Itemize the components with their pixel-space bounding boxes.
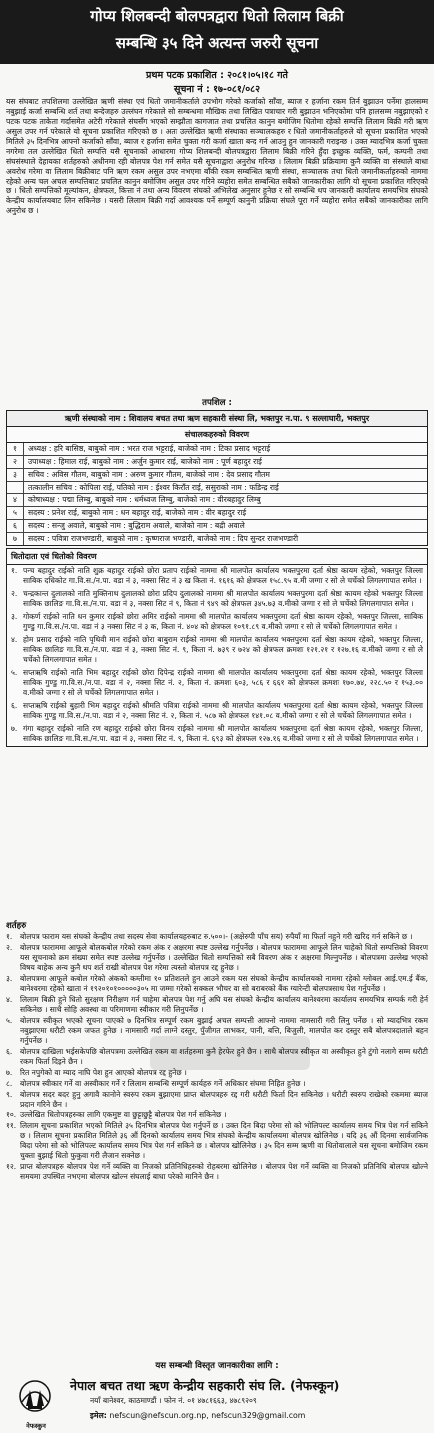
notice-number: सूचना नं : १७-०८१/०८२ [173,84,261,95]
term-number: ५. [6,1015,13,1025]
property-item [7,667,427,700]
intro-part-1: यस संघबाट तपशिलमा उल्लेखित ऋणी संस्था एवं धितो जमानीकर्ताले उपभोग गरेको कर्जाको साँवा, ब्याज र हर्जाना रकम तिर्न बुझाउन पर्नेमा हालसम्म नबुझाई कर्जा सम्बन्धि शर्त तथा बन्देजहरु उल्लंघन गरेकाले सो सम्बन्धमा मौखिक तथा लिखित पत्राचार गरी बुझाउन भनिएकोमा पनि हालसम्म नबुझाएको र पटक पटक ताकेता गर्दासमेत अटेरी गरेकाले संघसँग भएको सम्झौता कागजात तथा प्रचलित कानुन बमोजिम धितोमा रहेको सम्पत्ति लिलाम बिक्री गरी ऋण असुल उपर गर्न परेकाले यो सूचना प्रकाशित गरिएको छ । [6,97,428,136]
term-item [6,943,428,973]
email-link[interactable]: nefscun@nefscun.org.np, nefscun329@gmail.com [109,1411,306,1420]
properties-heading: धितोदाता एवं धितोको विवरण [7,549,427,565]
footer [0,1374,434,1433]
officer-details: तत्कालीन सचिव : कोपिला राई, पतिको नाम : ईश्वर किराँत राई, ससुराको नाम : फडिन्द्र राई [28,482,279,492]
officer-row [7,533,427,545]
officer-number: २ [7,456,24,468]
officer-details: उपाध्यक्ष : हिमाल राई, बाबुको नाम : अर्जुन कुमार राई, बाजेको नाम : पूर्ण बहादुर राई [28,456,262,466]
term-item [6,1110,428,1120]
notice-title-line1: गोप्य शिलबन्दी बोलपत्रद्वारा धितो लिलाम बिक्री [90,7,344,25]
officer-row [7,520,427,533]
property-details: सप्तऋषि राईको बुहारी भिम बहादुर राईको श्रीमति पवित्रा राईको नाममा श्री मालपोत कार्यालय भक्तपुरमा दर्ता श्रेष्ठा कायम रहेको, भक्तपुर जिल्ला साबिक गुण्डु गा.वि.स./न.पा. वडा नं २, नक्सा सिट नं. २, किता नं. ५८७ को क्षेत्रफल १४१.०८ व.मीको जग्गा र सो ले चर्चेको लिगलगापात समेत । [23,700,423,720]
contact-label: यस सम्बन्धी विस्तृत जानकारीका लागि : [155,1361,279,1371]
property-number: ६. [11,700,18,710]
logo-caption: नेफस्कुन [26,1422,46,1430]
officer-details: सदस्य : सन्जु अवाले, बाबुको नाम : बुद्धिराम अवाले, बाजेको नाम : बद्री अवाले [28,521,245,531]
property-number: ५. [11,667,18,677]
term-number: ८. [6,1078,13,1088]
officer-row [7,494,427,507]
intro-paragraph [6,97,428,216]
property-details: चन्द्रकान्त दुलालको नाति मुक्तिनाथ दुलालको छोरा प्रदिप दुलालको नाममा श्री मालपोत कार्यालय भक्तपुरमा दर्ता श्रेष्ठा कायम रहेको भक्तपुर जिल्ला साबिक छालिङ गा.वि.स./न.पा. वडा नं ३, नक्सा सिट नं ९, किता नं ९४९ को क्षेत्रफल ३४५.७३ व.मीको जग्गा र सो ले चर्चेको लिगलगापात समेत । [23,588,423,608]
term-number: १०. [6,1110,17,1120]
officer-details: सदस्य : प्रनेश राई, बाबुको नाम : धन बहादुर राई, बाजेको नाम : वीर बहादुर राई [28,508,247,518]
notice-title-line2: सम्बन्धि ३५ दिने अत्यन्त जरुरी सूचना [115,34,319,52]
officer-number: ५ [7,507,24,519]
term-number: ९. [6,1089,13,1099]
officer-details: सदस्य : पवित्रा राजभण्डारी, बाबुको नाम : कृष्णराज भण्डारी, बाजेको नाम : दिप सुन्दर राजभण्डारी [28,534,299,544]
officer-row [7,482,427,495]
term-item [6,932,428,942]
term-text: लिलाम सूचना प्रकाशित भएको मितिले ३५ दिनभित्र बोलपत्र पेश गर्नुपर्ने छ । उक्त दिन बिदा परेमा सो को भोलिपल्ट कार्यालय समय भित्र पेश गर्न सकिने छ । लिलाम सूचना प्रकाशित मितिले ३६ औं दिनको कार्यालय समय भित्र संघको केन्द्रीय कार्यालयमा बोलपत्र खोलिनेछ । यदि ३६ औं दिनमा सार्वजनिक बिदा परेमा सो को भोलिपल्ट कार्यालय समय भित्र पेश गर्न सकिने छ । बोलपत्र खोलिनेछ । ३५ दिन सम्म ऋणी वा धितोवालाले यस सूचना बमोजिम रकम चुक्ता बुझाई धितो फुकुवा गरी लैजान सक्नेछ । [20,1121,428,1161]
officers-list [7,443,427,545]
term-text: रित नपुगेको वा म्याद नाघि पेश हुन आएको बोलपत्र रद्द हुनेछ । [20,1067,187,1077]
term-number: २. [6,942,13,952]
officer-row [7,507,427,520]
term-item [6,1079,428,1089]
term-text: बोलपत्र दाखिला भईसकेपछि बोलपत्रमा उल्लेखित रकम वा शर्तहरुमा कुनै हेरफेर हुने छैन । साथै बोलपत्र स्वीकृत वा अस्वीकृत हुने टुंगो नलागे सम्म धरौटी रकम फिर्ता दिइने छैन । [20,1046,428,1066]
officer-number: १ [7,443,24,455]
property-details: पन्च बहादुर राईको नाति शुक्र बहादुर राईको छोरा प्रताप राईको नाममा श्री मालपोत कार्यालय भक्तपुरमा दर्ता श्रेष्ठा कायम रहेको, भक्तपुर जिल्ला साबिक दधिकोट गा.वि.स./न.पा. वडा नं ३, नक्सा सिट नं ३ ख किता नं. १६१६ को क्षेत्रफल १५८.९५ व.मी जग्गा र सो ले चर्चेको लिगलगापात समेत । [23,566,423,585]
officer-details: कोषाध्यक्ष : पद्मा लिम्बु, बाबुको नाम : धर्मध्वज लिम्बु, बाजेको नाम : वीरबहादुर लिम्बु [28,495,261,505]
properties-list [7,565,427,746]
officer-number: ४ [7,494,24,506]
intro-part-3: लिलाम बिक्री प्रक्रियामा कुनै व्यक्ति वा संस्थाले बाधा अवरोध गरेमा वा लिलाम बिक्रीबाट पनि ऋण रकम असुल उपर नभएमा बाँकी रकम सम्बन्धित ऋणी संस्था, सञ्चालक तथा धितो जमानीकर्ताहरुको नाममा रहेको अन्य चल अचल सम्पत्तिबाट प्रचलित कानुन बमोजिम असुल उपर गरिने व्यहोरा समेत सम्बन्धित सबैको जानकारीका लागि यो सूचना प्रकाशित गरिएको छ । धितो सम्पत्तिको मूल्यांकन, क्षेत्रफल, कित्ता नं तथा अन्य विवरण संघको अभिलेख अनुसार हुनेछ र सो सम्बन्धि थप जानकारी कार्यालय समयभित्र संघको केन्द्रीय कार्यालयबाट लिन सकिनेछ । यसरी लिलाम बिक्री गर्दा आवश्यक पर्ने सम्पूर्ण कानुनी प्रक्रिया संघले पूरा गर्ने व्यहोरा समेत सबैको जानकारीका लागि अनुरोध छ । [6,156,428,216]
property-details: होम प्रसाद राईको नाति पृथिवी मान राईको छोरा बाबुराम राईको नाममा श्री मालपोत कार्यालय भक्तपुरमा दर्ता श्रेष्ठा कायम रहेको, भक्तपुर जिल्ला, साबिक छालिङ गा.वि.स./न.पा. वडा नं ३, नक्सा सिट नं. ९, किता नं. ७३९ र ७२४ को क्षेत्रफल क्रमशः १२१.२१ र १२७.१६ व.मीको जग्गा र सो ले चर्चेको लिगलगापात समेत । [23,634,423,664]
intro-part-2: अतः उल्लेखित ऋणी संस्थाका सञ्चालकहरु र धितो जमानीकर्ताहरुले यो सूचना प्रकाशित भएको मितिले ३५ दिनभित्र आफ्नो कर्जाको साँवा, ब्याज र हर्जाना समेत चुक्ता गरी कर्जा खाता बन्द गर्न आउनु हुन जानकारी गराइन्छ । उक्त म्यादभित्र कर्जा चुक्ता नगरेमा तल उल्लेखित धितो सम्पत्ति यसै सूचनाको आधारमा गोप्य शिलबन्दी बोलपत्रद्वारा लिलाम बिक्री गरिने हुँदा इच्छुक व्यक्ति, फर्म, कम्पनी तथा संघसंस्थाले देहायका शर्तहरुको अधीनमा रही बोलपत्र पेश गर्न समेत यसै सूचनाद्वारा अनुरोध गरिन्छ । [6,126,428,166]
email-label: इमेल: [90,1411,107,1420]
property-details: सप्तऋषि राईको नाति भिम बहादुर राईको छोरा दिपेन्द्र राईको नाममा श्री मालपोत कार्यालय भक्तपुरमा दर्ता श्रेष्ठा कायम रहेको, भक्तपुर जिल्ला साबिक गुण्डु गा.वि.स./न.पा. वडा नं २, नक्सा सिट नं. २, किता नं. क्रमशः ६०३, ५८६ र ६६१ को क्षेत्रफल क्रमशः १७०.७४, २२८.५० र १५३.०० व.मीको जग्गा र सो ले चर्चेको लिगलगापात समेत । [23,667,423,697]
property-details: गंगा बहादुर राईको नाति रण बहादुर राईको छोरा विनय राईको नाममा श्री मालपोत कार्यालय भक्तपुरमा दर्ता श्रेष्ठा कायम रहेको, भक्तपुर जिल्ला, साबिक छालिङ गा.वि.स./न.पा. वडा नं ३, नक्सा सिट नं. ९, किता नं. ६९३ को क्षेत्रफल १२७.१६ व.मीको जग्गा र सो ले चर्चेको लिगलगापात समेत । [23,723,423,743]
term-number: ३. [6,973,13,983]
term-text: उल्लेखित धितोपत्रहरुका लागि एकमुष्ट वा छुट्टाछुट्टै बोलपत्र पेश गर्न सकिनेछ । [20,1110,227,1120]
term-text: बोलपत्र फाराम यस संघको केन्द्रीय तथा सदस्य सेवा कार्यालयहरुबाट रु.५००।- (अक्षेरुपी पाँच सय) रुपैयाँ मा फिर्ता नहुने गरी खरिद गर्न सकिने छ । [20,932,413,941]
publish-date: प्रथम पटक प्रकाशित : २०८१।०५।१८ गते [146,70,288,81]
officers-heading: संचालकहरुको विवरण [7,427,427,443]
term-text: बोलपत्र फाराममा आफूले बोलकबोल गरेको रकम अंक र अक्षरमा स्पष्ट उल्लेख गर्नुपर्नेछ । बोलपत्र फाराममा आफूले लिन चाहेको धितो सम्पत्तिको विवरण यस सूचनाको क्रम संख्या समेत स्पष्ट उल्लेख गर्नुपर्नेछ । उल्लेखित धितो सम्पत्तिको सबै विवरण अंक र अक्षरमा मिल्नुपर्नेछ । बोलपत्रमा उल्लेख भएको विषय बाहेक अन्य कुनै थप शर्त राखी बोलपत्र पेश गरेमा त्यस्तो बोलपत्र रद्द हुनेछ । [20,942,428,972]
term-item [6,1016,428,1046]
terms-list [6,932,428,1182]
property-item [7,723,427,746]
property-item [7,565,427,588]
org-address: नयाँ बानेश्वर, काठमाण्डौं । फोन नं. ०१ ४७८१६६३, ४७८९२०९ [90,1396,257,1405]
term-number: ७. [6,1067,13,1077]
term-item [6,1068,428,1078]
term-text: बोलपत्र सदर बदर हुनु अगावै कानोने स्वरुप रकम बुझाएमा प्राप्त बोलपत्रहरु रद्द गरी धरौटी फिर्ता दिन सकिनेछ । धरौटी स्वरुप राखेको रकममा ब्याज प्रदान गरिने छैन । [20,1089,428,1109]
title-banner [0,0,434,64]
property-item [7,588,427,611]
term-item [6,974,428,994]
property-number: १. [11,566,18,575]
officer-number [7,482,24,494]
term-number: ६. [6,1046,13,1056]
term-text: प्राप्त बोलपत्रहरु बोलपत्र पेश गर्ने व्यक्ति वा निजको प्रतिनिधिहरुको रोहबरमा खोलिनेछ । बोलपत्र पेश गर्ने व्यक्ति वा निजको प्रतिनिधि बोलपत्र खोल्ने समयमा उपस्थित नभएमा बोलपत्र खोल्न संघलाई बाधा परेको मानिने छैन । [20,1162,428,1182]
properties-box [6,548,428,747]
term-text: बोलपत्रमा आफूले कबोल गरेको अंकको कम्तीमा १० प्रतिशतले हुन आउने रकम यस संघको केन्द्रीय कार्यालयको नाममा रहेको ग्लोबल आई.एम.ई बैंक, बानेश्वरमा रहेको खाता नं १९२०१०१०००००३०५ मा जम्मा गरेको सक्कल भौचर वा सो बराबरको बैंक ग्यारेन्टी बोलपत्रसाथ पेश गर्नुपर्नेछ । [20,973,428,993]
term-number: ११. [6,1121,17,1131]
term-text: बोलपत्र स्वीकार गर्ने वा अस्वीकार गर्ने र लिलाम सम्बन्धि सम्पूर्ण कार्यहरु गर्ने अधिकार संघमा निहित हुनेछ । [20,1078,306,1088]
term-number: १२. [6,1162,17,1172]
org-email-line [90,1411,305,1421]
term-item [6,1090,428,1110]
property-item [7,611,427,634]
terms-section [6,920,428,1183]
term-item [6,1162,428,1182]
officer-row [7,443,427,456]
officer-row [7,469,427,482]
officer-row [7,456,427,469]
officer-number: ३ [7,469,24,481]
tapashil-label: तपशिल : [202,398,232,408]
officer-details: अध्यक्ष : हरि बासिष्ठ, बाबुको नाम : भरत राज भट्टराई, बाजेको नाम : टिका प्रसाद भट्टराई [28,444,271,453]
officer-details: सचिव : अविस गौतम, बाबुको नाम : अरुण कुमार गौतम, बाजेको नाम : देव प्रसाद गौतम [28,469,270,479]
org-name: नेपाल बचत तथा ऋण केन्द्रीय सहकारी संघ लि. (नेफस्कून) [70,1378,340,1393]
property-number: ४. [11,634,18,644]
property-item [7,634,427,667]
property-item [7,700,427,723]
term-number: ४. [6,994,13,1004]
property-details: गोकर्ण राईको नाति धन कुमार राईको छोरा अमिर राईको नाममा श्री मालपोत कार्यालय भक्तपुरमा दर्ता श्रेष्ठा कायम रहेको, भक्तपुर जिल्ला, साबिक गुण्डु गा.वि.स./न.पा. वडा नं ३ नक्सा सिट नं ३ क, किता नं. ४०४ को क्षेत्रफल १०९१.८९ व.मीको जग्गा र सो ले चर्चेको लिगलगापात समेत । [23,611,423,631]
term-item [6,1047,428,1067]
borrower-heading: ऋणी संस्थाको नाम : शिवालय बचत तथा ऋण सहकारी संस्था लि, भक्तपुर न.पा. ९ सल्लाघारी, भक्तपुर [7,411,427,427]
terms-heading: शर्तहरु [6,921,27,931]
property-number: २. [11,588,18,598]
borrower-box [6,410,428,546]
property-number: ३. [11,611,18,621]
property-number: ७. [11,723,18,733]
term-text: लिलाम बिक्री हुने धितो सुरक्षण निरीक्षण गर्न चाहेमा बोलपत्र पेश गर्नु अघि यस संघको केन्द्रीय कार्यालय बानेश्वरमा कार्यालय समयभित्र सम्पर्क गरी हेर्न सकिनेछ । साथै सोहि अवस्था वा परिमाणमा स्वीकार गरी लिनुपर्नेछ । [20,994,428,1014]
officer-number: ७ [7,533,24,545]
term-item [6,995,428,1015]
term-number: १. [6,932,13,941]
term-text: बोलपत्र स्वीकृत भएको सूचना पाएको ७ दिनभित्र सम्पूर्ण रकम बुझाई अचल सम्पत्ती आफ्नो नाममा नामसारी गरी लिनु पर्नेछ । सो म्यादभित्र रकम नबुझाएमा धरौटी रकम जफत हुनेछ । नामसारी गर्दा लाग्ने दस्तुर, पुँजीगत लाभकर, पानी, बत्ति, बिजुली, मालपोत कर दस्तुर सबै बोलपत्रदाताले बहन गर्नुपर्नेछ । [20,1015,428,1045]
officer-number: ६ [7,520,24,532]
term-item [6,1121,428,1161]
